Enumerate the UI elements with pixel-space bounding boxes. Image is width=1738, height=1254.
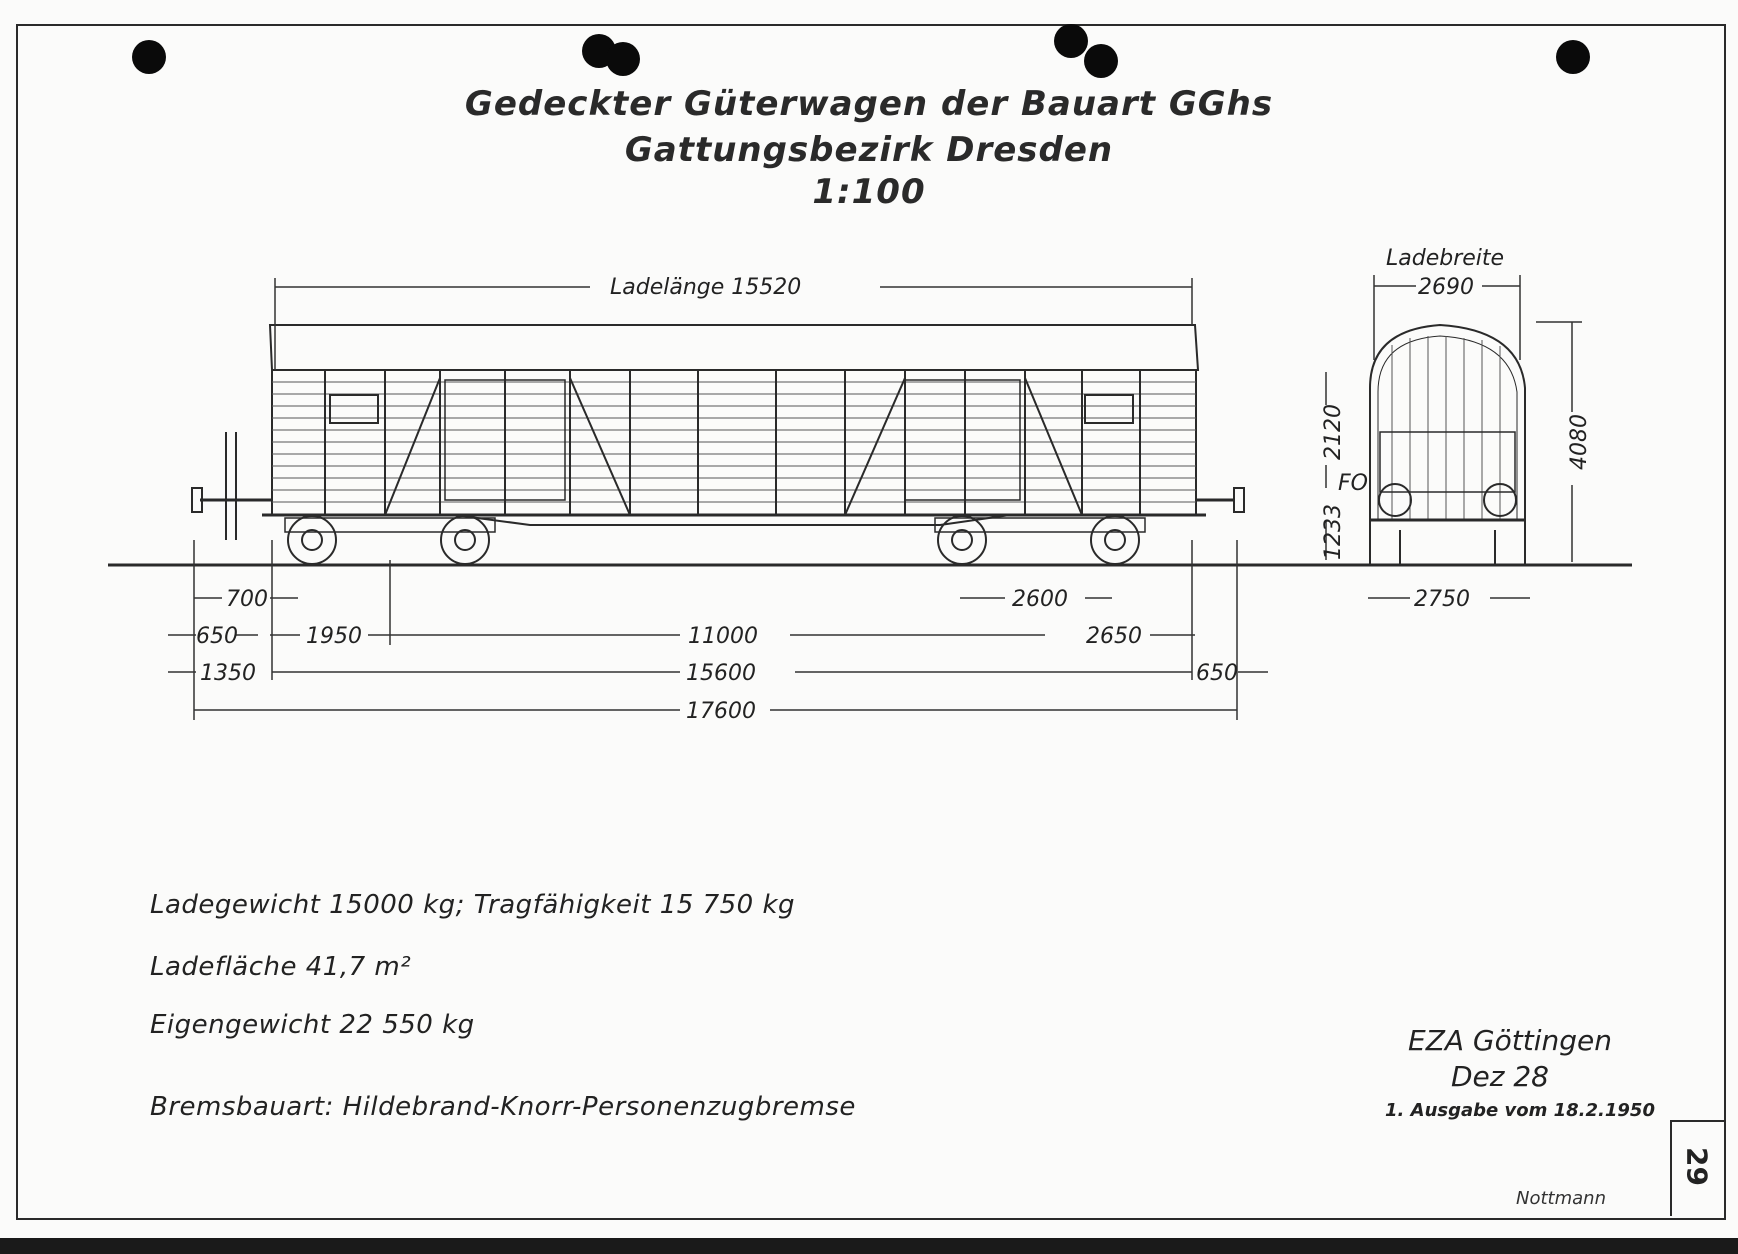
end-view-outline bbox=[1370, 325, 1525, 565]
dim-15600: 15600 bbox=[686, 661, 756, 686]
spec-area: Ladefläche 41,7 m² bbox=[150, 952, 412, 982]
buffer-head-right bbox=[1234, 488, 1244, 512]
dim-700: 700 bbox=[226, 587, 268, 612]
drawing-scale: 1:100 bbox=[812, 172, 926, 212]
dim-loading-width-label: Ladebreite bbox=[1386, 246, 1505, 271]
signature: Nottmann bbox=[1516, 1188, 1606, 1209]
end-buffer-left bbox=[1379, 484, 1411, 516]
dim-2600: 2600 bbox=[1012, 587, 1068, 612]
office-name: EZA Göttingen bbox=[1408, 1024, 1612, 1057]
office-edition: 1. Ausgabe vom 18.2.1950 bbox=[1385, 1100, 1655, 1121]
dim-loading-length: Ladelänge 15520 bbox=[610, 275, 802, 300]
dim-width-total: 2750 bbox=[1414, 587, 1470, 612]
office-dept: Dez 28 bbox=[1450, 1060, 1549, 1093]
dim-1350: 1350 bbox=[200, 661, 256, 686]
brace bbox=[570, 378, 630, 515]
wheelset bbox=[285, 516, 1145, 564]
spec-weights: Ladegewicht 15000 kg; Tragfähigkeit 15 750 kg bbox=[150, 890, 796, 920]
vent-right bbox=[1085, 395, 1133, 423]
wagon-roof bbox=[270, 325, 1198, 370]
page-number: 29 bbox=[1680, 1147, 1714, 1186]
vent-left bbox=[330, 395, 378, 423]
dim-floor-label: FO bbox=[1338, 471, 1368, 496]
dim-loading-width: 2690 bbox=[1418, 275, 1474, 300]
dim-11000: 11000 bbox=[688, 624, 758, 649]
brace bbox=[1025, 378, 1082, 515]
dim-650-left: 650 bbox=[196, 624, 238, 649]
spec-brake: Bremsbauart: Hildebrand-Knorr-Personenzugbremse bbox=[150, 1092, 856, 1122]
body-planking bbox=[272, 382, 1196, 502]
door-right bbox=[905, 380, 1020, 500]
dim-17600: 17600 bbox=[686, 699, 756, 724]
drawing-subtitle: Gattungsbezirk Dresden bbox=[624, 130, 1114, 170]
dim-650-right: 650 bbox=[1196, 661, 1238, 686]
dim-height-door: 2120 bbox=[1321, 404, 1346, 460]
dim-height-total: 4080 bbox=[1567, 414, 1592, 470]
brace bbox=[845, 378, 905, 515]
drawing-title: Gedeckter Güterwagen der Bauart GGhs bbox=[464, 84, 1274, 124]
dim-2650: 2650 bbox=[1086, 624, 1142, 649]
brace bbox=[385, 378, 440, 515]
spec-tare: Eigengewicht 22 550 kg bbox=[150, 1010, 475, 1040]
dim-1950: 1950 bbox=[306, 624, 362, 649]
dim-height-floor: 1233 bbox=[1321, 504, 1346, 560]
